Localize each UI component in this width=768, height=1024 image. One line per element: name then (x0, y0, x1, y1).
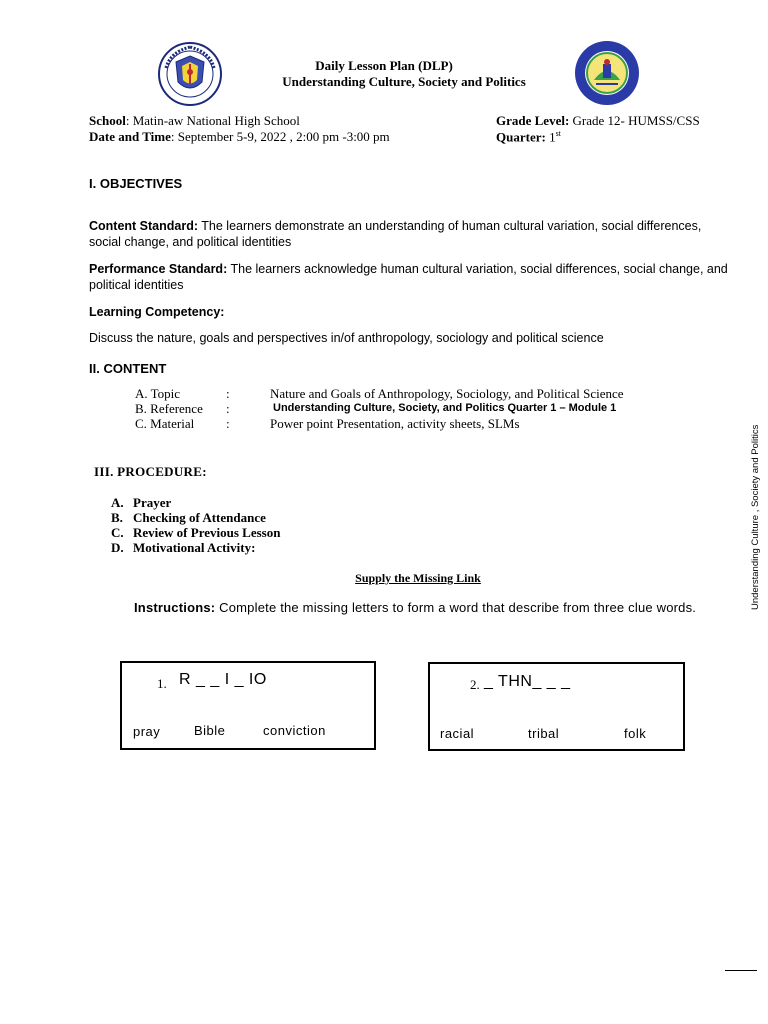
activity-title: Supply the Missing Link (355, 571, 481, 585)
school-info (89, 113, 300, 129)
puzzle-box-1 (120, 661, 376, 750)
content-row-topic (135, 386, 180, 402)
performance-standard-text: The learners acknowledge human cultural variation, social differences, social change, and political identities (89, 262, 728, 292)
content-row-sep: : (226, 401, 230, 416)
content-heading: II. CONTENT (89, 361, 167, 376)
document-title: Daily Lesson Plan (DLP) (315, 58, 453, 73)
content-row-value: Nature and Goals of Anthropology, Sociology, and Political Science (270, 386, 624, 401)
puzzle-word: R _ _ I _ IO (179, 671, 267, 688)
quarter-value: 1 (545, 129, 556, 145)
instructions-label: Instructions: (134, 600, 216, 615)
puzzle-number: 2. (470, 677, 480, 692)
content-row-value: Understanding Culture, Society, and Politics Quarter 1 – Module 1 (273, 402, 617, 414)
side-header-text-container (738, 424, 761, 610)
date-info (89, 129, 390, 145)
content-standard-text: The learners demonstrate an understanding of human cultural variation, social differences, social change, and political identities (89, 219, 702, 249)
content-standard-label: Content Standard: (89, 219, 199, 233)
content-row-reference (135, 401, 203, 417)
content-row-sep: : (226, 386, 230, 401)
clue-word: conviction (263, 723, 326, 738)
list-item: D. Motivational Activity: (111, 540, 256, 555)
date-value: : September 5-9, 2022 , 2:00 pm -3:00 pm (170, 129, 390, 144)
content-standard (89, 218, 729, 250)
grade-info (496, 113, 700, 129)
grade-value: Grade 12- HUMSS/CSS (569, 113, 700, 128)
clue-word: pray (133, 724, 161, 739)
performance-standard (89, 261, 729, 293)
clue-word: Bible (194, 723, 226, 738)
clue-word: tribal (528, 726, 560, 741)
side-header-text: Understanding Culture , Society and Politics (750, 424, 761, 610)
grade-label: Grade Level: (496, 113, 570, 128)
page-footer-line (725, 970, 757, 971)
learning-competency (89, 304, 729, 320)
list-item: B. Checking of Attendance (111, 510, 266, 525)
clue-word: racial (440, 726, 475, 741)
procedure-list (111, 495, 280, 555)
school-value: : Matin-aw National High School (125, 113, 300, 128)
content-row-label: B. Reference (135, 401, 203, 416)
performance-standard-label: Performance Standard: (89, 262, 228, 276)
instructions-text: Complete the missing letters to form a word that describe from three clue words. (215, 600, 697, 615)
procedure-heading: III. PROCEDURE: (94, 464, 207, 479)
quarter-info (496, 129, 561, 145)
content-row-label: A. Topic (135, 386, 181, 401)
puzzle-number: 1. (157, 676, 167, 691)
puzzle-word: _ THN_ _ _ (484, 673, 571, 690)
puzzle-box-2 (428, 662, 685, 751)
school-label: School (89, 113, 126, 128)
list-item: A. Prayer (111, 495, 172, 510)
content-row-material (135, 416, 194, 432)
activity-instructions (134, 600, 724, 615)
content-row-value: Power point Presentation, activity sheets, SLMs (270, 416, 520, 431)
content-row-label: C. Material (135, 416, 195, 431)
objectives-heading: I. OBJECTIVES (89, 176, 183, 191)
content-row-sep: : (226, 416, 230, 431)
document-subtitle: Understanding Culture, Society and Politics (282, 74, 526, 89)
list-item: C. Review of Previous Lesson (111, 525, 281, 540)
clue-word: folk (624, 726, 647, 741)
competency-label: Learning Competency: (89, 305, 225, 319)
quarter-label: Quarter: (496, 129, 546, 145)
competency-text: Discuss the nature, goals and perspectives in/of anthropology, sociology and political science (89, 331, 604, 345)
date-label: Date and Time (89, 129, 171, 144)
quarter-superscript: st (555, 129, 561, 138)
